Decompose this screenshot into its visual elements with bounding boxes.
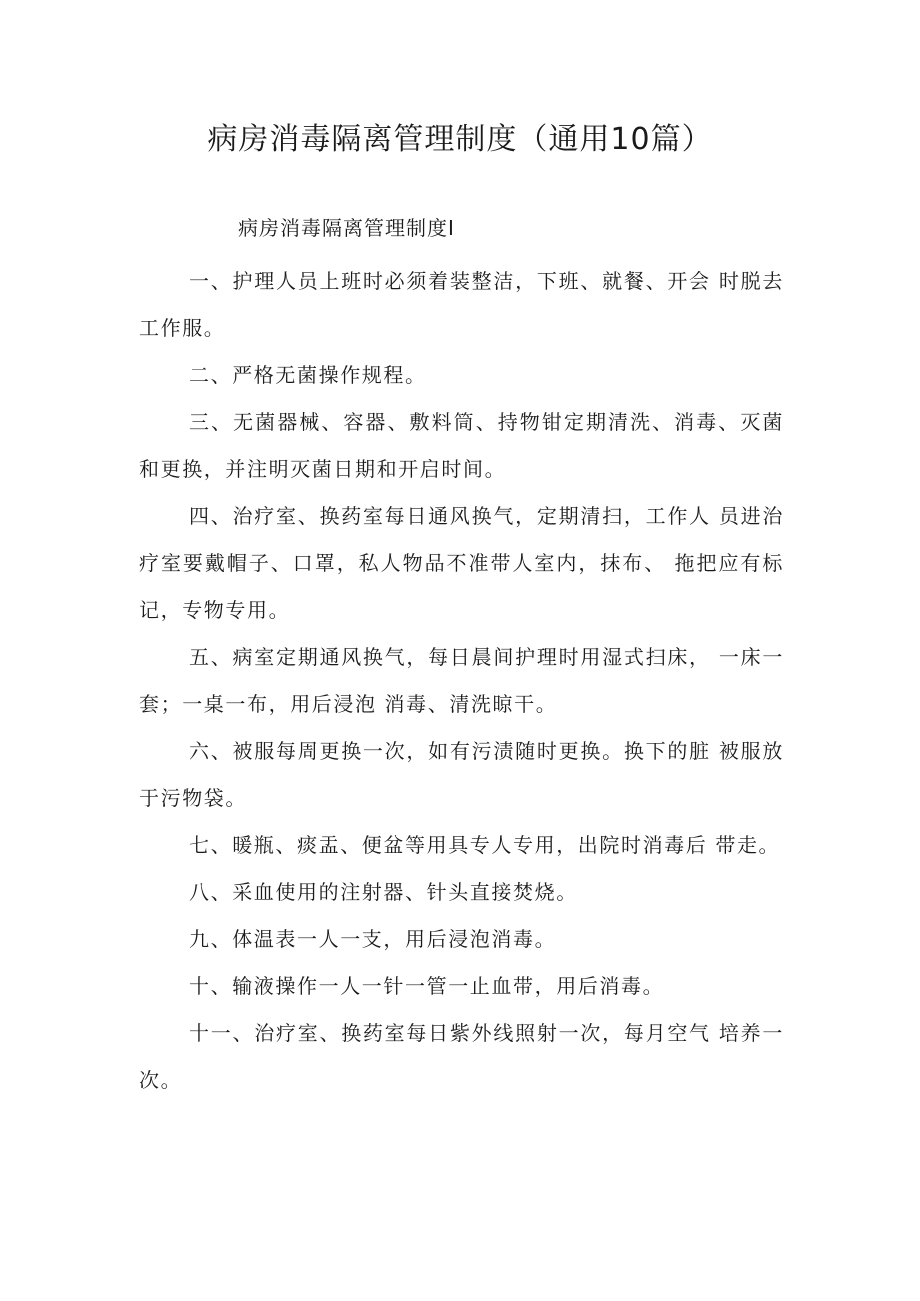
paragraph-9: 九、体温表一人一支，用后浸泡消毒。 — [189, 927, 557, 951]
paragraph-2: 二、严格无菌操作规程。 — [189, 363, 427, 387]
document-title: 病房消毒隔离管理制度（通用10篇） — [207, 122, 713, 157]
paragraph-8: 八、采血使用的注射器、针头直接焚烧。 — [189, 880, 578, 904]
document-body — [139, 258, 784, 1104]
paragraph-5: 五、病室定期通风换气，每日晨间护理时用湿式扫床， 一床一套；一桌一布，用后浸泡 消毒、清洗晾干。 — [139, 645, 784, 716]
paragraph-6: 六、被服每周更换一次，如有污渍随时更换。换下的脏 被服放于污物袋。 — [139, 739, 784, 810]
paragraph-10: 十、输液操作一人一针一管一止血带，用后消毒。 — [189, 974, 665, 998]
paragraph-1: 一、护理人员上班时必须着装整洁，下班、就餐、开会 时脱去工作服。 — [139, 269, 784, 340]
section-heading: 病房消毒隔离管理制度I — [238, 216, 455, 240]
paragraph-11: 十一、治疗室、换药室每日紫外线照射一次，每月空气 培养一次。 — [139, 1021, 784, 1092]
paragraph-3: 三、无菌器械、容器、敷料筒、持物钳定期清洗、消毒、灭菌和更换，并注明灭菌日期和开启时间。 — [139, 410, 784, 481]
paragraph-7: 七、暖瓶、痰盂、便盆等用具专人专用，出院时消毒后 带走。 — [189, 833, 781, 857]
paragraph-4: 四、治疗室、换药室每日通风换气，定期清扫，工作人 员进治疗室要戴帽子、口罩，私人物品不准带人室内，抹布、 拖把应有标记，专物专用。 — [139, 504, 784, 622]
